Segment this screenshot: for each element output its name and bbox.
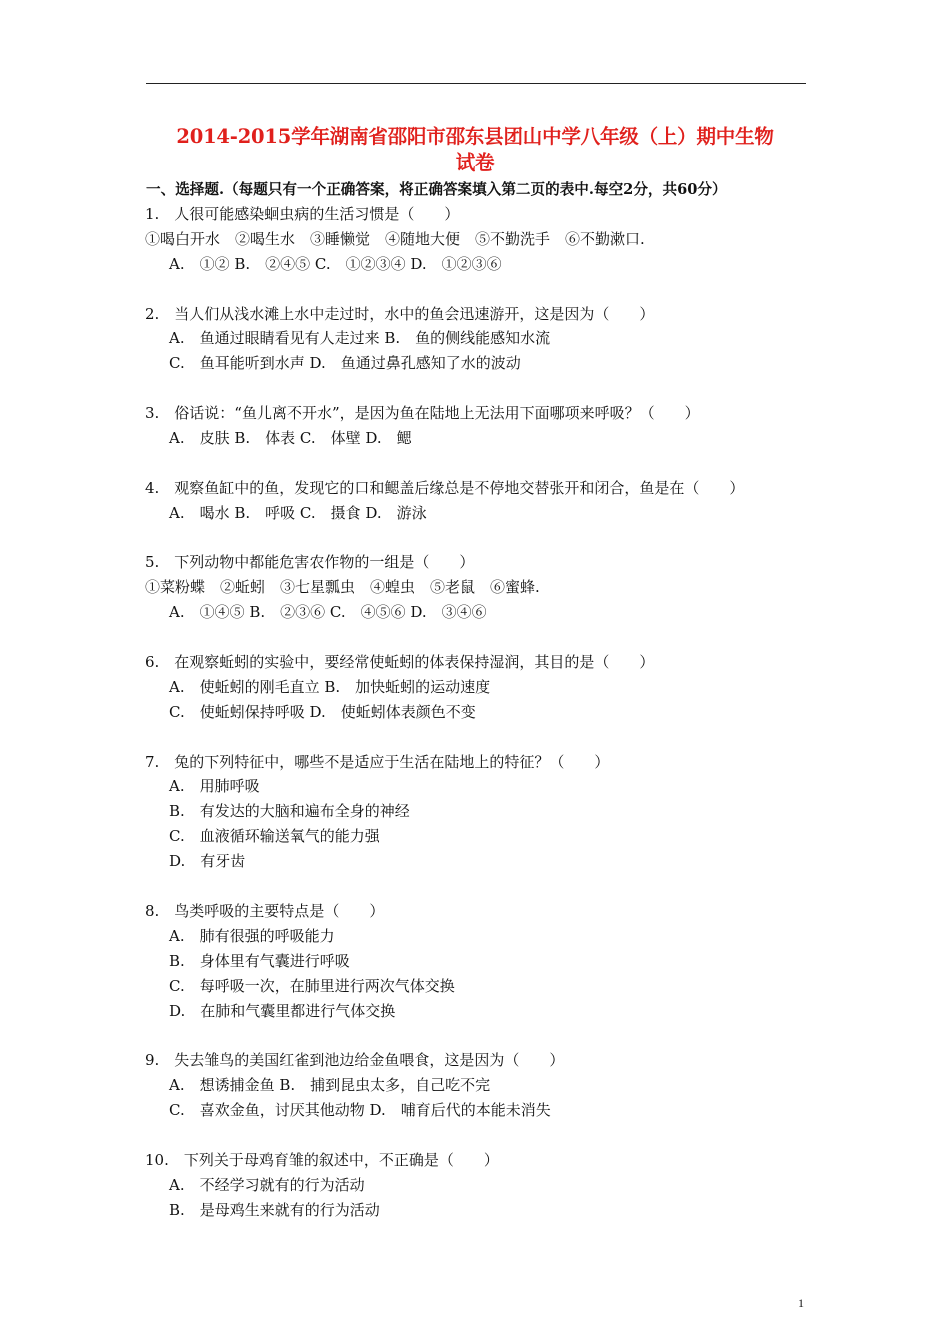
question-1 xyxy=(145,202,825,277)
question-option: A. 皮肤 B. 体表 C. 体壁 D. 鳃 xyxy=(169,429,412,448)
question-2 xyxy=(145,302,825,377)
question-list xyxy=(145,177,825,1223)
question-option: B. 身体里有气囊进行呼吸 xyxy=(169,951,350,970)
question-option: D. 在肺和气囊里都进行气体交换 xyxy=(169,1001,396,1020)
question-option: C. 每呼吸一次，在肺里进行两次气体交换 xyxy=(169,976,455,995)
question-extra: ①喝白开水 ②喝生水 ③睡懒觉 ④随地大便 ⑤不勤洗手 ⑥不勤漱口. xyxy=(145,229,645,248)
question-option: A. ①② B. ②④⑤ C. ①②③④ D. ①②③⑥ xyxy=(169,254,502,273)
section-heading: 一、选择题.（每题只有一个正确答案，将正确答案填入第二页的表中.每空2分，共60分） xyxy=(146,181,727,198)
question-option: C. 血液循环输送氧气的能力强 xyxy=(169,827,380,846)
spacer xyxy=(145,725,825,750)
question-option: A. 肺有很强的呼吸能力 xyxy=(169,926,335,945)
question-stem: 7. 兔的下列特征中，哪些不是适应于生活在陆地上的特征？（ ） xyxy=(145,752,610,771)
question-10 xyxy=(145,1148,825,1223)
question-4 xyxy=(145,476,825,526)
document-title xyxy=(140,124,810,176)
question-option: C. 鱼耳能听到水声 D. 鱼通过鼻孔感知了水的波动 xyxy=(169,354,521,373)
question-8 xyxy=(145,899,825,1023)
question-stem: 3. 俗话说：“鱼儿离不开水”，是因为鱼在陆地上无法用下面哪项来呼吸？（ ） xyxy=(145,404,700,423)
question-stem: 4. 观察鱼缸中的鱼，发现它的口和鳃盖后缘总是不停地交替张开和闭合，鱼是在（ ） xyxy=(145,478,745,497)
question-extra: ①菜粉蝶 ②蚯蚓 ③七星瓢虫 ④蝗虫 ⑤老鼠 ⑥蜜蜂. xyxy=(145,578,540,597)
question-stem: 10. 下列关于母鸡育雏的叙述中，不正确是（ ） xyxy=(145,1150,499,1169)
question-6 xyxy=(145,650,825,725)
spacer xyxy=(145,451,825,476)
question-stem: 9. 失去雏鸟的美国红雀到池边给金鱼喂食，这是因为（ ） xyxy=(145,1051,565,1070)
question-stem: 1. 人很可能感染蛔虫病的生活习惯是（ ） xyxy=(145,205,460,223)
question-option: A. 想诱捕金鱼 B. 捕到昆虫太多，自己吃不完 xyxy=(169,1076,491,1095)
question-option: A. ①④⑤ B. ②③⑥ C. ④⑤⑥ D. ③④⑥ xyxy=(169,603,487,622)
title-line-1: 2014-2015学年湖南省邵阳市邵东县团山中学八年级（上）期中生物 xyxy=(176,125,774,148)
spacer xyxy=(145,625,825,650)
question-option: B. 是母鸡生来就有的行为活动 xyxy=(169,1200,380,1219)
spacer xyxy=(145,1123,825,1148)
question-stem: 6. 在观察蚯蚓的实验中，要经常使蚯蚓的体表保持湿润，其目的是（ ） xyxy=(145,653,655,672)
spacer xyxy=(145,526,825,551)
spacer xyxy=(145,1023,825,1048)
question-option: A. 使蚯蚓的刚毛直立 B. 加快蚯蚓的运动速度 xyxy=(169,677,491,696)
page-number: 1 xyxy=(798,1296,804,1310)
question-stem: 2. 当人们从浅水滩上水中走过时，水中的鱼会迅速游开，这是因为（ ） xyxy=(145,304,655,323)
question-option: D. 有牙齿 xyxy=(169,852,246,871)
question-5 xyxy=(145,550,825,625)
question-option: A. 不经学习就有的行为活动 xyxy=(169,1175,365,1194)
spacer xyxy=(145,376,825,401)
question-stem: 5. 下列动物中都能危害农作物的一组是（ ） xyxy=(145,553,475,572)
question-option: A. 鱼通过眼睛看见有人走过来 B. 鱼的侧线能感知水流 xyxy=(169,329,551,348)
question-option: C. 喜欢金鱼，讨厌其他动物 D. 哺育后代的本能未消失 xyxy=(169,1101,551,1120)
title-line-2: 试卷 xyxy=(455,151,495,174)
spacer xyxy=(145,874,825,899)
question-9 xyxy=(145,1048,825,1123)
question-option: A. 喝水 B. 呼吸 C. 摄食 D. 游泳 xyxy=(169,503,427,522)
question-7 xyxy=(145,750,825,874)
question-option: A. 用肺呼吸 xyxy=(169,777,260,796)
question-stem: 8. 鸟类呼吸的主要特点是（ ） xyxy=(145,901,385,920)
question-option: C. 使蚯蚓保持呼吸 D. 使蚯蚓体表颜色不变 xyxy=(169,702,476,721)
header-rule xyxy=(146,83,806,84)
question-option: B. 有发达的大脑和遍布全身的神经 xyxy=(169,802,410,821)
spacer xyxy=(145,277,825,302)
question-3 xyxy=(145,401,825,451)
